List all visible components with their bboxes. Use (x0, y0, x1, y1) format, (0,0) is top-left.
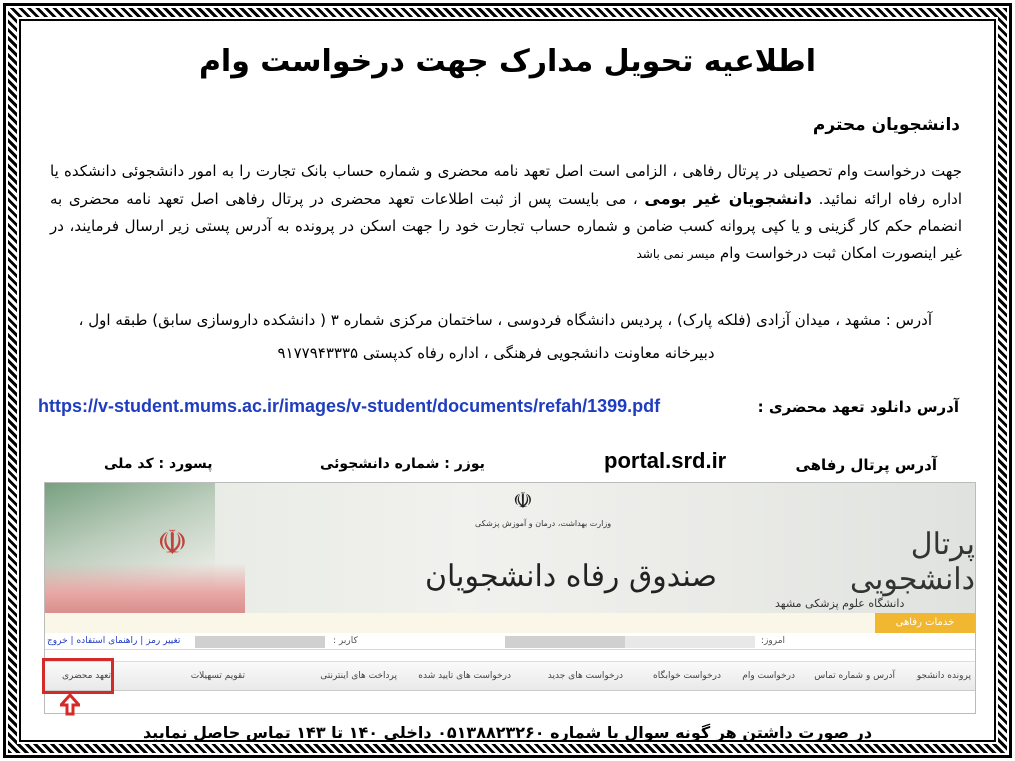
date-redacted (625, 636, 755, 648)
highlight-box (42, 658, 114, 694)
download-label: آدرس دانلود تعهد محضری : (757, 398, 959, 416)
redacted-field (505, 636, 625, 648)
menu-item[interactable]: تقویم تسهیلات (190, 671, 245, 681)
up-arrow-icon (60, 694, 80, 716)
menu-item-notary[interactable]: تعهد محضری (61, 671, 111, 681)
flag-decoration-red (45, 563, 245, 613)
banner-portal-title: پرتال دانشجویی (849, 527, 975, 597)
paragraph-part1: جهت درخواست وام تحصیلی در پرتال رفاهی ، الزامی است اصل تعهد نامه محضری و شماره حساب بانک تجارت را به امور دانشجوئی دانشکده یا اداره رفاه ارائه نمائید. (50, 162, 962, 208)
portal-menu (45, 661, 976, 691)
address-line-2: دبیرخانه معاونت دانشجویی فرهنگی ، اداره رفاه کدپستی ۹۱۷۷۹۴۳۳۳۵ (277, 344, 715, 362)
menu-item[interactable]: آدرس و شماره تماس (814, 671, 895, 681)
account-links[interactable]: تغییر رمز | راهنمای استفاده | خروج (47, 636, 181, 646)
menu-item[interactable]: درخواست وام (742, 671, 795, 681)
ministry-emblem-icon: ☫ (513, 489, 533, 514)
instructions-paragraph (50, 158, 962, 268)
user-name-redacted (195, 636, 325, 648)
salutation: دانشجویان محترم (812, 115, 960, 135)
contact-footer: در صورت داشتن هر گونه سوال با شماره ۰۵۱۳۸۸۲۳۲۶۰ داخلی ۱۴۰ تا ۱۴۳ تماس حاصل نمایید (142, 723, 873, 742)
services-bar (45, 613, 976, 633)
paragraph-small: میسر نمی باشد (636, 247, 716, 261)
emblem-icon: ☫ (157, 523, 188, 563)
paragraph-part2: ، می بایست پس از ثبت اطلاعات تعهد محضری در پرتال رفاهی اصل تعهد نامه محضری به انضمام حکم کار گزینی و یا کپی پروانه کسب ضامن و شماره حساب تجارت خود را جهت اسکن در پرونده به آدرس پستی زیر ارسال فرمایند، در غیر اینصورت امکان ثبت درخواست وام (50, 190, 962, 262)
username-hint: یوزر : شماره دانشجوئی (320, 456, 485, 472)
ministry-name: وزارت بهداشت، درمان و آموزش پزشکی (475, 519, 612, 528)
university-name: دانشگاه علوم پزشکی مشهد (775, 597, 905, 610)
portal-url[interactable]: portal.srd.ir (604, 448, 727, 473)
download-link[interactable]: https://v-student.mums.ac.ir/images/v-student/documents/refah/1399.pdf (38, 396, 661, 416)
services-tab[interactable]: خدمات رفاهی (875, 613, 975, 633)
fund-title: صندوق رفاه دانشجویان (425, 559, 717, 594)
portal-screenshot (44, 482, 976, 714)
menu-item[interactable]: درخواست های تایید شده (418, 671, 511, 681)
address-line-1: آدرس : مشهد ، میدان آزادی (فلکه پارک) ، پردیس دانشگاه فردوسی ، ساختمان مرکزی شماره ۳ ( دانشکده داروسازی سابق) طبقه اول ، (78, 311, 932, 329)
menu-item[interactable]: پرونده دانشجو (916, 671, 971, 681)
date-label: امروز: (761, 636, 786, 646)
paragraph-bold: دانشجویان غیر بومی (644, 189, 812, 208)
menu-item[interactable]: پرداخت های اینترنتی (320, 671, 397, 681)
user-label: کاربر : (333, 636, 358, 646)
password-hint: پسورد : کد ملی (104, 456, 213, 472)
menu-item[interactable]: درخواست های جدید (547, 671, 623, 681)
info-row (45, 634, 976, 650)
page-title: اطلاعیه تحویل مدارک جهت درخواست وام (198, 44, 817, 79)
portal-label: آدرس پرتال رفاهی (795, 456, 937, 474)
menu-item[interactable]: درخواست خوابگاه (653, 671, 721, 681)
